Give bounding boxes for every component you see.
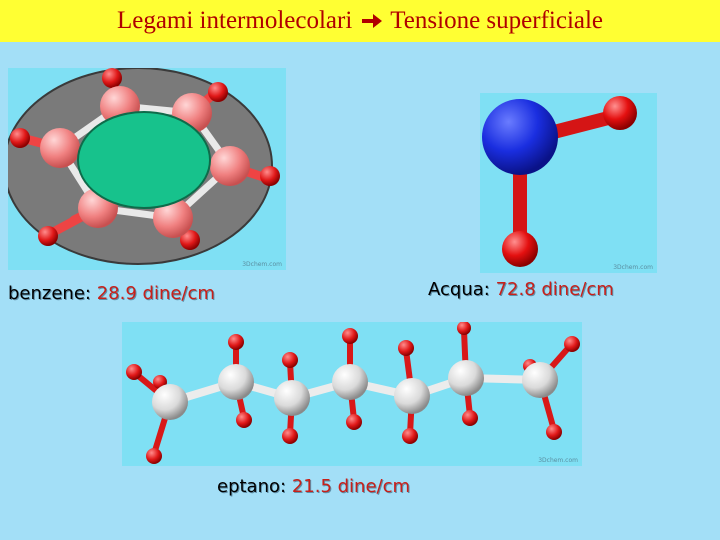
image-credit: 3Dchem.com	[242, 261, 282, 268]
right-arrow-icon	[360, 12, 384, 30]
surface-tension-value: 21.5 dine/cm	[291, 476, 411, 497]
title-left: Legami intermolecolari	[116, 7, 353, 34]
image-credit: 3Dchem.com	[613, 264, 653, 271]
image-credit: 3Dchem.com	[538, 457, 578, 464]
molecule-name: Acqua:	[428, 279, 490, 300]
heptane-label	[217, 476, 410, 497]
benzene-label	[8, 283, 215, 304]
title-bar	[0, 0, 720, 42]
surface-tension-value: 28.9 dine/cm	[96, 283, 215, 304]
title-right: Tensione superficiale	[390, 7, 604, 34]
benzene-model-image	[8, 68, 286, 270]
water-model-image	[480, 93, 657, 273]
molecule-name: eptano:	[217, 476, 287, 497]
surface-tension-value: 72.8 dine/cm	[495, 279, 614, 300]
molecule-name: benzene:	[8, 283, 91, 304]
heptane-model-image	[122, 322, 582, 466]
water-label	[428, 279, 614, 300]
